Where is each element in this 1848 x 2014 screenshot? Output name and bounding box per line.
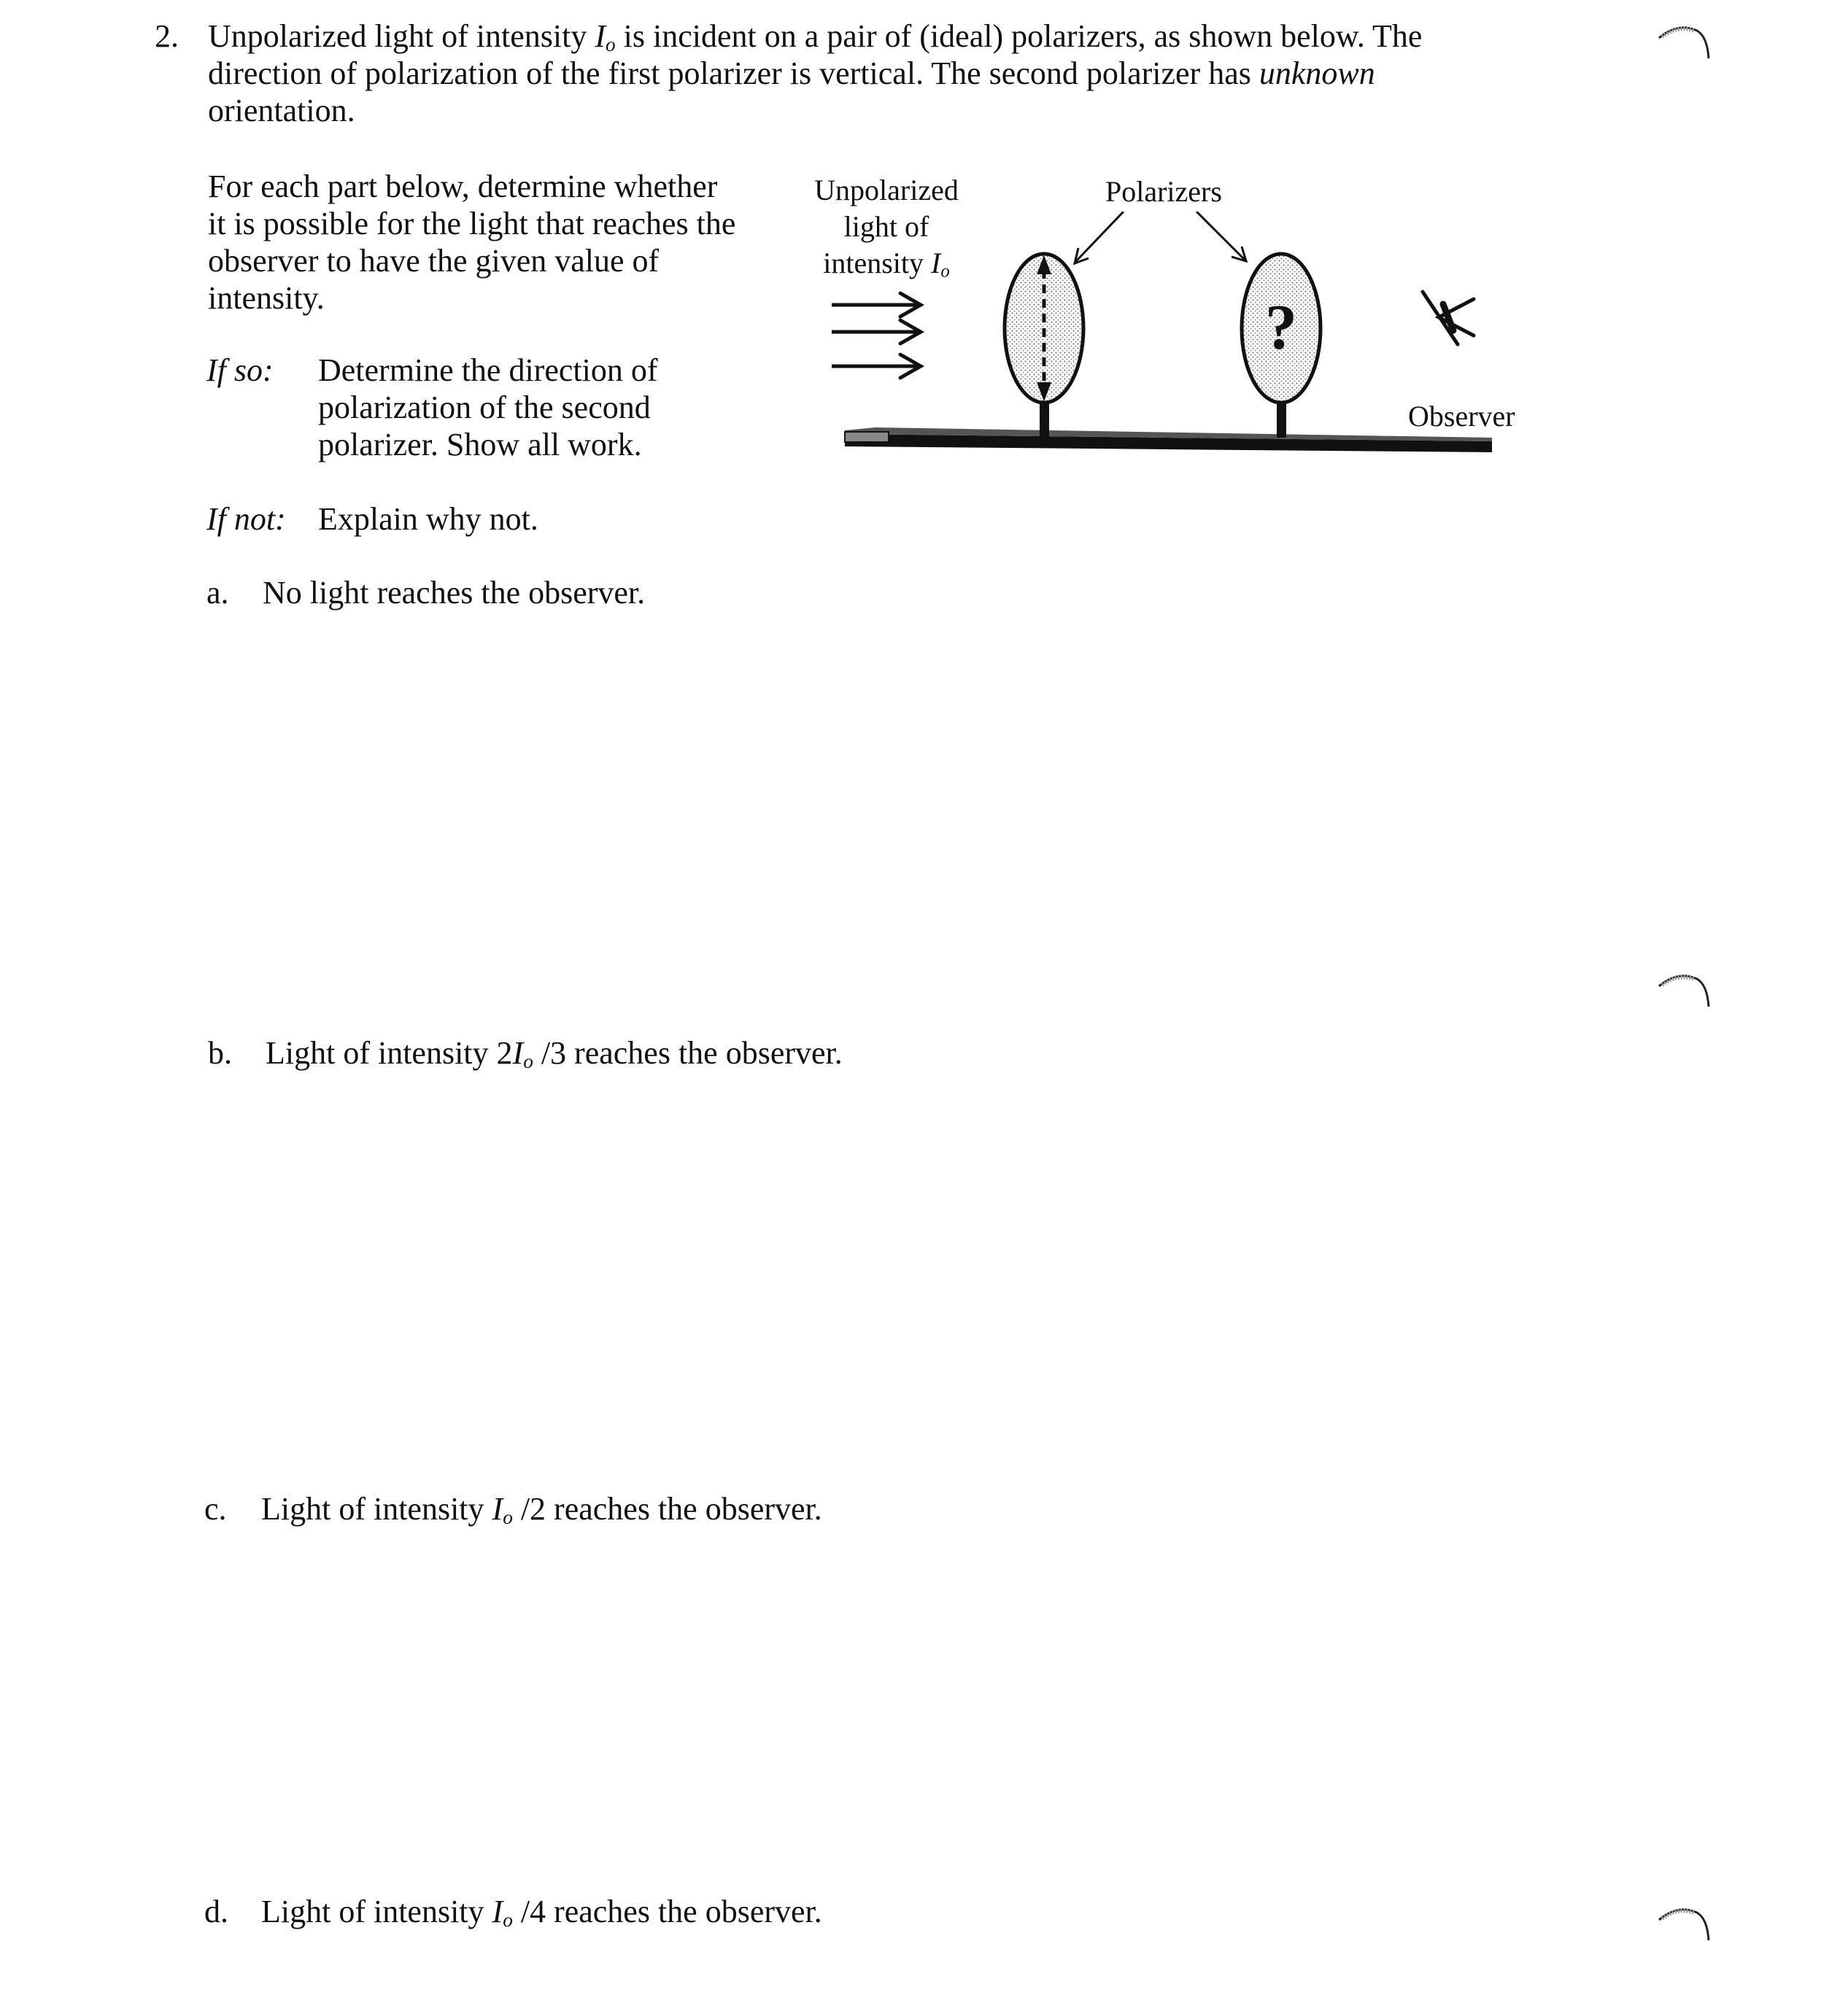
if-so-line: polarizer. Show all work. <box>318 427 642 462</box>
page-corner-mark <box>1656 970 1714 1014</box>
observer-eye-icon <box>1423 292 1474 344</box>
unknown-orientation-symbol: ? <box>1265 293 1297 363</box>
part-c-post: /2 reaches the observer. <box>512 1491 822 1527</box>
part-b-letter: b. <box>208 1035 232 1071</box>
instructions <box>208 168 735 317</box>
first-polarizer <box>1005 254 1083 438</box>
polarizers-pointer-arrows <box>1075 212 1246 263</box>
if-so-line: polarization of the second <box>318 390 651 425</box>
intensity-subscript: o <box>606 34 616 55</box>
if-so-line: Determine the direction of <box>318 352 658 388</box>
question-line-1-start: Unpolarized light of intensity <box>208 18 595 54</box>
polarizers-label: Polarizers <box>1105 175 1222 208</box>
intensity-subscript: o <box>503 1506 513 1528</box>
page-corner-mark <box>1656 1904 1714 1948</box>
if-not-label: If not: <box>206 501 286 537</box>
intensity-subscript: o <box>940 261 950 282</box>
part-c-pre: Light of intensity <box>261 1491 492 1527</box>
polarizer-diagram <box>832 212 1518 474</box>
unpolarized-label-line: light of <box>843 210 929 243</box>
instruction-line: observer to have the given value of <box>208 243 660 279</box>
part-b-post: /3 reaches the observer. <box>533 1035 843 1071</box>
intensity-word: intensity <box>823 247 932 279</box>
intensity-variable: I <box>512 1035 524 1071</box>
intensity-variable: I <box>492 1894 503 1929</box>
instruction-line: it is possible for the light that reaches the <box>208 206 736 241</box>
intensity-variable: I <box>931 247 941 279</box>
part-c-letter: c. <box>204 1491 227 1527</box>
incoming-light-arrows <box>832 293 921 378</box>
instruction-line: For each part below, determine whether <box>208 169 718 204</box>
question-line-2-text: direction of polarization of the first polarizer is vertical. The second polarizer has <box>208 55 1259 91</box>
intensity-variable: I <box>492 1491 503 1527</box>
intensity-subscript: o <box>523 1050 533 1072</box>
second-polarizer <box>1242 254 1321 438</box>
part-a-letter: a. <box>206 575 229 611</box>
part-d-letter: d. <box>204 1894 228 1929</box>
part-a-text: No light reaches the observer. <box>263 575 646 611</box>
part-b-text <box>266 1034 843 1072</box>
if-not-text: Explain why not. <box>318 501 538 537</box>
part-b-pre: Light of intensity 2 <box>266 1035 513 1071</box>
part-c-text <box>261 1490 822 1527</box>
part-d-text <box>261 1893 822 1930</box>
observer-label: Observer <box>1408 400 1515 433</box>
part-d-post: /4 reaches the observer. <box>512 1894 822 1929</box>
intensity-subscript: o <box>503 1909 513 1931</box>
unpolarized-label-line: Unpolarized <box>814 174 959 206</box>
question-line-1-end: is incident on a pair of (ideal) polarizers, as shown below. The <box>615 18 1423 54</box>
question-number: 2. <box>155 18 179 54</box>
page-corner-mark <box>1656 22 1714 66</box>
part-d-pre: Light of intensity <box>261 1894 492 1929</box>
question-line-3: orientation. <box>208 93 355 128</box>
unknown-emphasis: unknown <box>1259 55 1375 91</box>
instruction-line: intensity. <box>208 280 325 316</box>
question-line-2 <box>208 55 1375 92</box>
question-line-1 <box>208 18 1422 55</box>
optical-bench <box>845 427 1492 452</box>
intensity-variable: I <box>595 18 606 54</box>
if-so-text <box>318 352 657 463</box>
if-so-label: If so: <box>206 352 274 388</box>
